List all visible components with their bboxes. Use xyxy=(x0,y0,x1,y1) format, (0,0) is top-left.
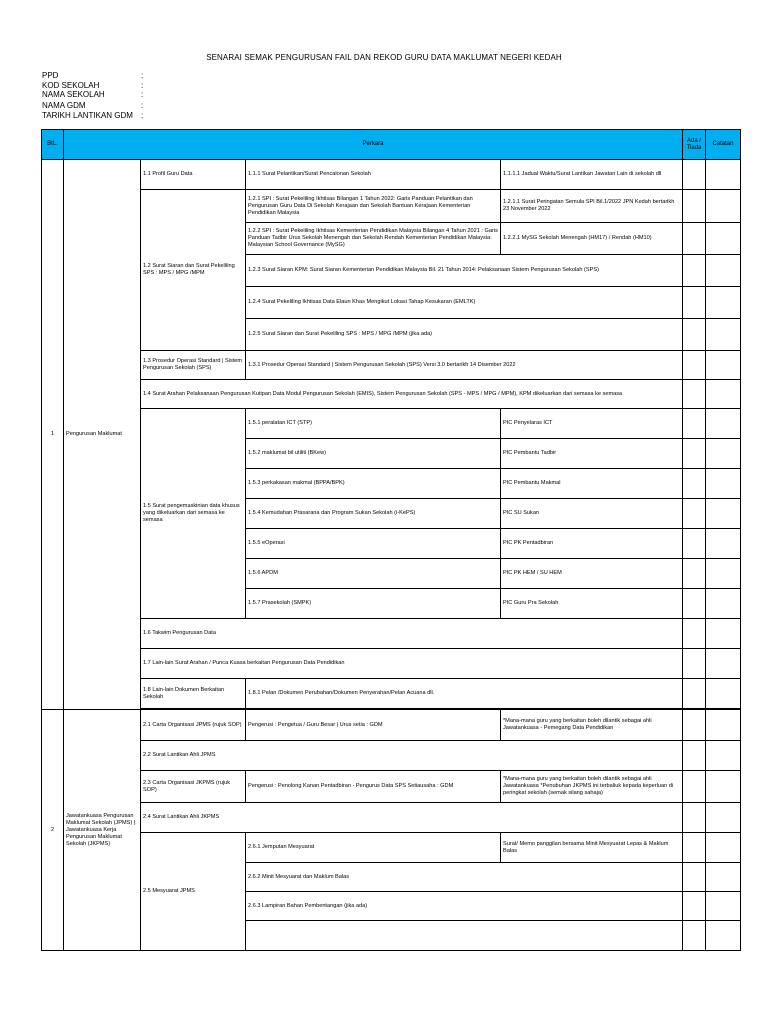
item-label: 1.7 Lain-lain Surat Arahan / Punca Kuasa berkaitan Pengurusan Data Pendidikan xyxy=(141,649,683,679)
ada-cell[interactable] xyxy=(683,380,706,409)
item-detail: 1.2.5 Surat Siaran dan Surat Pekeliling SPS : MPS / MPG /MPM (jika ada) xyxy=(246,319,683,351)
ada-cell[interactable] xyxy=(683,529,706,559)
catatan-cell[interactable] xyxy=(706,380,741,409)
ada-cell[interactable] xyxy=(683,439,706,469)
ada-cell[interactable] xyxy=(683,469,706,499)
item-note: PIC Pembantu Makmal xyxy=(501,469,683,499)
ada-cell[interactable] xyxy=(683,409,706,439)
item-detail: 1.2.3 Surat Siaran KPM: Surat Siaran Kementerian Pendidikan Malaysia Bil. 21 Tahun 2014: Pelaksanaan Sistem Pengurusan Sekolah (SPS) xyxy=(246,255,683,287)
section-name: Pengurusan Maklumat xyxy=(64,160,141,710)
item-label: 1.5 Surat pengemaskinian data khusus yang dikeluarkan dari semasa ke semasa xyxy=(141,409,246,619)
info-label: KOD SEKOLAH xyxy=(42,80,100,90)
item-detail xyxy=(246,921,683,951)
item-label: 1.3 Prosedur Operasi Standard | Sistem Pengurusan Sekolah (SPS) xyxy=(141,351,246,380)
item-label: 2.5 Mesyuarat JPMS xyxy=(141,833,246,951)
header-ada: Ada / Tiada xyxy=(683,130,706,160)
item-label: 1.2 Surat Siaran dan Surat Pekeliling SPS : MPS / MPG /MPM xyxy=(141,190,246,351)
catatan-cell[interactable] xyxy=(706,892,741,921)
item-detail: 2.6.1 Jemputan Mesyuarat xyxy=(246,833,501,863)
item-detail: 2.6.2 Minit Mesyuarat dan Maklum Balas xyxy=(246,863,683,892)
header-catatan: Catatan xyxy=(706,130,741,160)
catatan-cell[interactable] xyxy=(706,469,741,499)
ada-cell[interactable] xyxy=(683,710,706,741)
catatan-cell[interactable] xyxy=(706,409,741,439)
section-number: 1 xyxy=(42,160,64,710)
item-label: 1.6 Takwim Pengurusan Data xyxy=(141,619,683,649)
item-label: 2.1 Carta Organisasi JPMS (rujuk SOP) xyxy=(141,710,246,741)
item-note: PIC PK HEM / SU HEM xyxy=(501,559,683,589)
item-detail: 1.2.4 Surat Pekeliling Ikhtisas Data Elaun Khas Mengikut Lokasi Tahap Kesukaran (EMLTK) xyxy=(246,287,683,319)
item-detail: Pengerusi : Penolong Kanan Pentadbiran - Pengurus Data SPS Setiausaha : GDM xyxy=(246,771,501,803)
item-detail: 1.5.1 peralatan ICT (STP) xyxy=(246,409,501,439)
catatan-cell[interactable] xyxy=(706,499,741,529)
ada-cell[interactable] xyxy=(683,499,706,529)
catatan-cell[interactable] xyxy=(706,619,741,649)
ada-cell[interactable] xyxy=(683,559,706,589)
ada-cell[interactable] xyxy=(683,160,706,190)
ada-cell[interactable] xyxy=(683,619,706,649)
catatan-cell[interactable] xyxy=(706,559,741,589)
ada-cell[interactable] xyxy=(683,649,706,679)
header-perkara: Perkara xyxy=(64,130,683,160)
ada-cell[interactable] xyxy=(683,863,706,892)
ada-cell[interactable] xyxy=(683,833,706,863)
item-note: PIC Penyelaras ICT xyxy=(501,409,683,439)
catatan-cell[interactable] xyxy=(706,529,741,559)
item-detail: Pengerusi : Pengetua / Guru Besar | Urus setia : GDM xyxy=(246,710,501,741)
catatan-cell[interactable] xyxy=(706,319,741,351)
catatan-cell[interactable] xyxy=(706,741,741,771)
item-label: 2.2 Surat Lantikan Ahli JPMS xyxy=(141,741,683,771)
section-name: Jawatankuasa Pengurusan Maklumat Sekolah (JPMS) | Jawatankuasa Kerja Pengurusan Maklumat Sekolah (JKPMS) xyxy=(64,710,141,951)
document-title: SENARAI SEMAK PENGURUSAN FAIL DAN REKOD GURU DATA MAKLUMAT NEGERI KEDAH xyxy=(206,53,562,62)
school-info: PPD : KOD SEKOLAH : NAMA SEKOLAH : xyxy=(42,71,144,99)
catatan-cell[interactable] xyxy=(706,255,741,287)
item-note: PIC PK Pentadbiran xyxy=(501,529,683,559)
header-bil: BIL. xyxy=(42,130,64,160)
catatan-cell[interactable] xyxy=(706,679,741,709)
catatan-cell[interactable] xyxy=(706,833,741,863)
ada-cell[interactable] xyxy=(683,803,706,833)
section-number: 2 xyxy=(42,710,64,951)
item-detail: 1.5.2 maklumat bil utiliti (BKew) xyxy=(246,439,501,469)
catatan-cell[interactable] xyxy=(706,439,741,469)
catatan-cell[interactable] xyxy=(706,589,741,619)
item-detail: 1.5.6 APDM xyxy=(246,559,501,589)
info-label: NAMA GDM xyxy=(42,101,86,110)
item-detail: 1.2.1 SPI : Surat Pekeliling Ikhtisas Bilangan 1 Tahun 2022: Garis Panduan Pelantikan dan Pengurusan Guru Data Di Sekolah Kerajaan dan Sekolah Bantuan Kerajaan Kementerian Pendidikan Malaysia xyxy=(246,190,501,223)
item-label: 1.8 Lain-lain Dokumen Berkaitan Sekolah xyxy=(141,679,246,709)
catatan-cell[interactable] xyxy=(706,771,741,803)
item-detail: 1.5.7 Prasekolah (SMPK) xyxy=(246,589,501,619)
item-detail: 2.6.3 Lampiran Bahan Pembentangan (jika ada) xyxy=(246,892,683,921)
item-note: PIC Guru Pra Sekolah xyxy=(501,589,683,619)
catatan-cell[interactable] xyxy=(706,921,741,951)
item-note: PIC Pembantu Tadbir xyxy=(501,439,683,469)
item-detail: 1.1.1 Surat Pelantikan/Surat Pencalonan Sekolah xyxy=(246,160,501,190)
item-detail: 1.2.2 SPI : Surat Pekeliling Ikhtisas Kementerian Pendidikan Malaysia Bilangan 4 Tahun 2021 : Garis Panduan Tadbir Urus Sekolah Menengah dan Sekolah Rendah Kementerian Pendidikan Malaysia: Malaysian School Governance (MySG) xyxy=(246,223,501,255)
info-label: PPD xyxy=(42,71,59,80)
catatan-cell[interactable] xyxy=(706,287,741,319)
item-note: 1.1.1.1 Jadual Waktu/Surat Lantikan Jawatan Lain di sekolah dll xyxy=(501,160,683,190)
ada-cell[interactable] xyxy=(683,287,706,319)
item-label: 2.4 Surat Lantikan Ahli JKPMS xyxy=(141,803,683,833)
item-label: 2.3 Carta Organisasi JKPMS (rujuk SOP) xyxy=(141,771,246,803)
item-detail: 1.5.4 Kemudahan Prasarana dan Program Sukan Sekolah (i-KePS) xyxy=(246,499,501,529)
catatan-cell[interactable] xyxy=(706,863,741,892)
catatan-cell[interactable] xyxy=(706,190,741,223)
ada-cell[interactable] xyxy=(683,223,706,255)
item-note: Surat/ Memo panggilan bersama Minit Mesyuarat Lepas & Maklum Balas xyxy=(501,833,683,863)
catatan-cell[interactable] xyxy=(706,710,741,741)
item-detail: 1.8.1 Pelan /Dokumen Perubahan/Dokumen Penyerahan/Pelan Acuana dll. xyxy=(246,679,683,709)
catatan-cell[interactable] xyxy=(706,223,741,255)
gdm-info: NAMA GDM : TARIKH LANTIKAN GDM : xyxy=(42,101,144,120)
item-note: 1.2.1.1 Surat Peringatan Semula SPI Bil.1/2022 JPN Kedah bertarikh 23 November 2022 xyxy=(501,190,683,223)
item-detail: 1.5.3 perkakasan makmal (BPPA/BPK) xyxy=(246,469,501,499)
item-detail: 1.5.5 eOperasi xyxy=(246,529,501,559)
ada-cell[interactable] xyxy=(683,255,706,287)
ada-cell[interactable] xyxy=(683,892,706,921)
catatan-cell[interactable] xyxy=(706,351,741,380)
item-label: 1.4 Surat Arahan Pelaksanaan Pengurusan Kutipan Data Modul Pengurusan Sekolah (EMIS), Sistem Pengurusan Sekolah (SPS - MPS / MPG / MPM), KPM dikeluarkan dari semasa ke semasa xyxy=(141,380,683,409)
ada-cell[interactable] xyxy=(683,679,706,709)
checklist-table xyxy=(41,129,741,951)
item-note: PIC SU Sukan xyxy=(501,499,683,529)
ada-cell[interactable] xyxy=(683,319,706,351)
ada-cell[interactable] xyxy=(683,741,706,771)
item-note: *Mana-mana guru yang berkaitan boleh dilantik sebagai ahli Jawatankuasa - Pemegang Data Pendidikan xyxy=(501,710,683,741)
ada-cell[interactable] xyxy=(683,921,706,951)
catatan-cell[interactable] xyxy=(706,160,741,190)
ada-cell[interactable] xyxy=(683,771,706,803)
item-note: *Mana-mana guru yang berkaitan boleh dilantik sebagai ahli Jawatankuasa *Penubuhan JKPMS ini terbaliuk kepada keperluan di peringkat sekolah (semak silang sahaja) xyxy=(501,771,683,803)
info-label: TARIKH LANTIKAN GDM xyxy=(42,110,133,120)
ada-cell[interactable] xyxy=(683,589,706,619)
item-label: 1.1 Profil Guru Data xyxy=(141,160,246,190)
info-label: NAMA SEKOLAH xyxy=(42,90,105,99)
catatan-cell[interactable] xyxy=(706,649,741,679)
catatan-cell[interactable] xyxy=(706,803,741,833)
item-note: 1.2.2.1 MySG Sekolah Menengah (HM17) / Rendah (HM10) xyxy=(501,223,683,255)
ada-cell[interactable] xyxy=(683,351,706,380)
item-detail: 1.3.1 Prosedur Operasi Standard | Sistem Pengurusan Sekolah (SPS) Versi 3.0 bertarikh 14 Disember 2022 xyxy=(246,351,683,380)
ada-cell[interactable] xyxy=(683,190,706,223)
